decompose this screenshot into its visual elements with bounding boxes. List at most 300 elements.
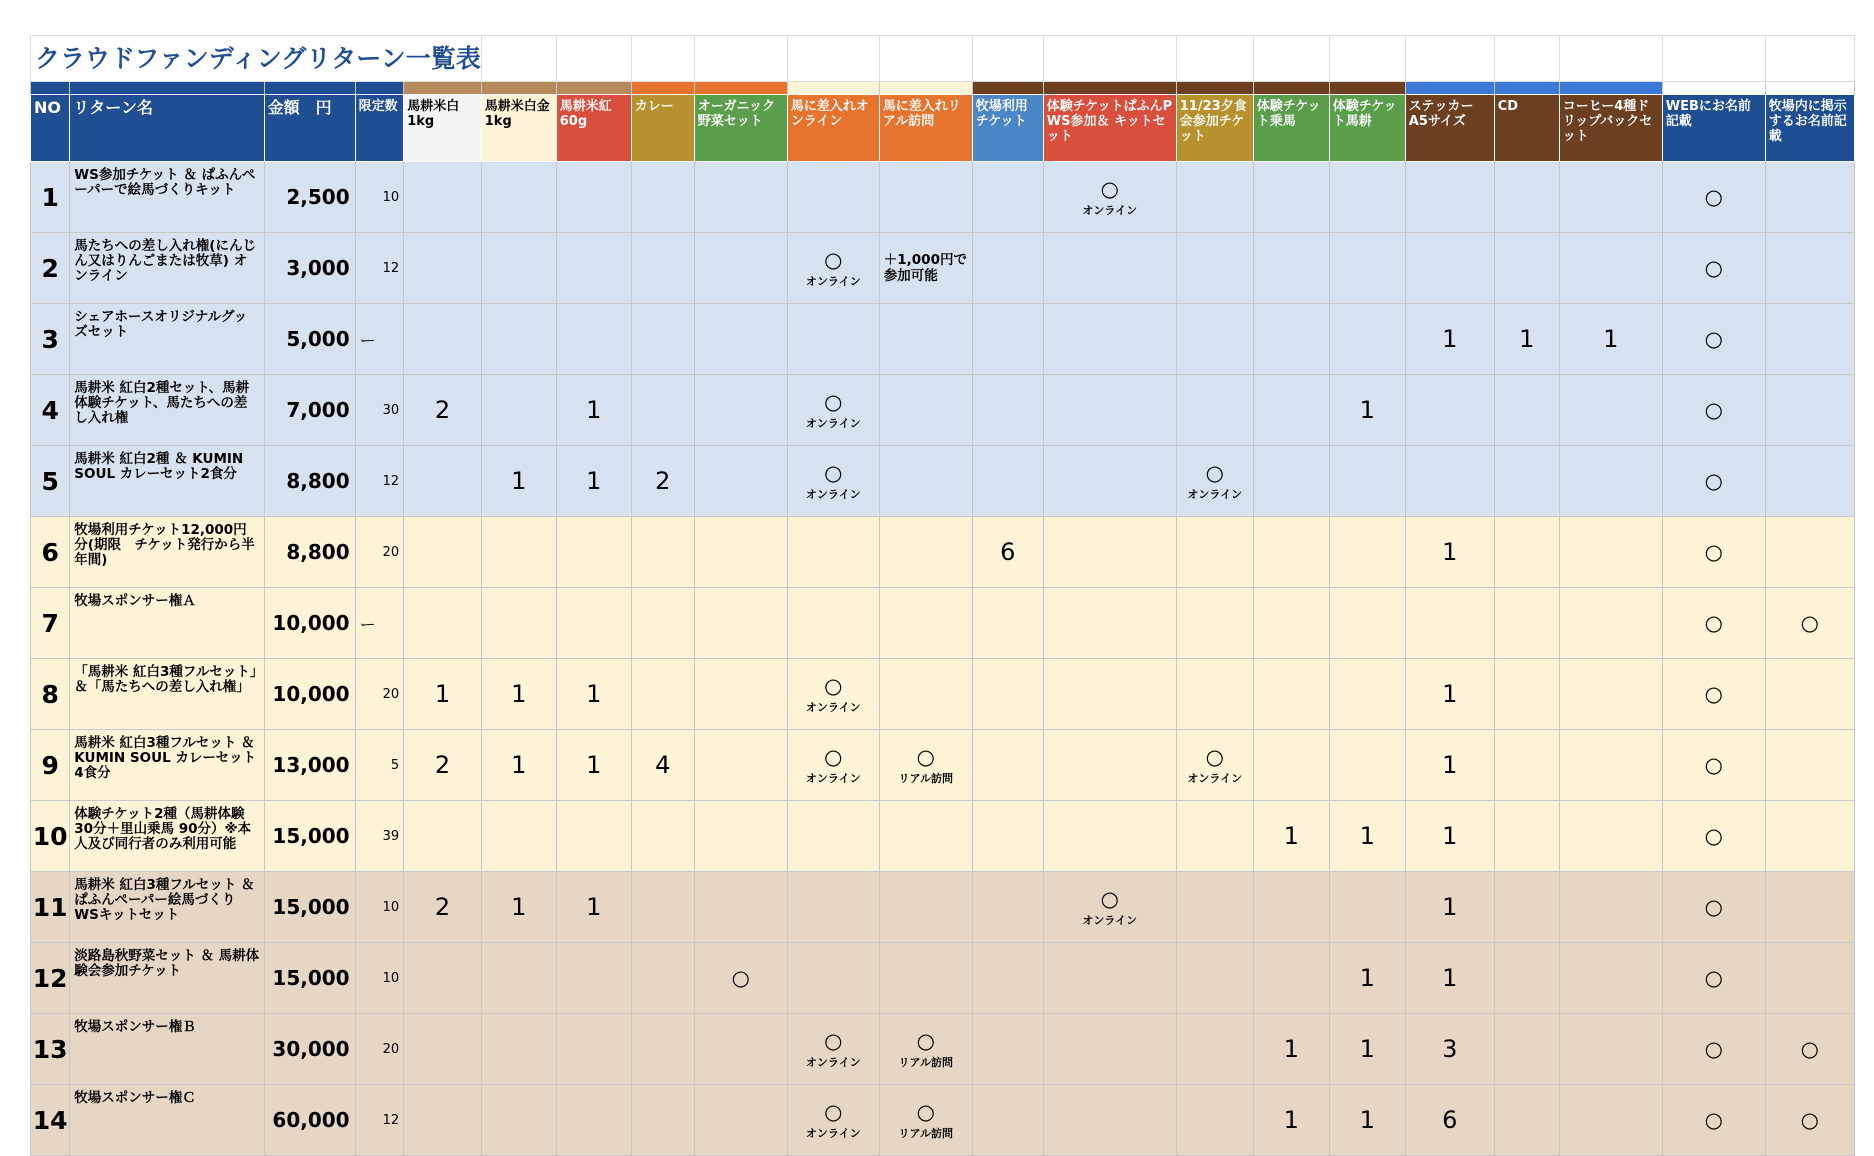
return-name[interactable]: 馬耕米 紅白2種 ＆ KUMIN SOUL カレーセット2食分 <box>70 446 264 517</box>
return-name[interactable]: WS参加チケット ＆ ぱふんペーパーで絵馬づくりキット <box>70 162 264 233</box>
item-cell[interactable] <box>879 872 972 943</box>
item-cell[interactable] <box>1662 1014 1765 1085</box>
item-cell[interactable] <box>481 943 556 1014</box>
item-cell[interactable] <box>1176 730 1253 801</box>
item-cell[interactable] <box>972 1014 1043 1085</box>
column-header[interactable]: リターン名 <box>70 95 264 162</box>
item-cell[interactable] <box>404 588 482 659</box>
item-cell[interactable] <box>1559 162 1662 233</box>
row-number[interactable]: 5 <box>31 446 70 517</box>
item-cell[interactable] <box>1043 1014 1176 1085</box>
item-cell[interactable] <box>879 659 972 730</box>
item-cell[interactable] <box>1253 446 1329 517</box>
limit-count[interactable]: ー <box>355 588 404 659</box>
item-cell[interactable] <box>879 375 972 446</box>
item-cell[interactable] <box>1765 943 1854 1014</box>
item-cell[interactable]: 1 <box>556 872 631 943</box>
row-number[interactable]: 8 <box>31 659 70 730</box>
row-number[interactable]: 12 <box>31 943 70 1014</box>
item-cell[interactable]: 1 <box>1253 1085 1329 1156</box>
column-header[interactable]: 馬耕米紅60g <box>556 95 631 162</box>
item-cell[interactable] <box>972 233 1043 304</box>
item-cell[interactable] <box>1329 588 1405 659</box>
column-header[interactable]: NO <box>31 95 70 162</box>
amount[interactable]: 2,500 <box>264 162 355 233</box>
item-cell[interactable]: 1 <box>481 730 556 801</box>
item-cell[interactable] <box>1559 588 1662 659</box>
row-number[interactable]: 2 <box>31 233 70 304</box>
column-header[interactable]: 馬に差入れリアル訪問 <box>879 95 972 162</box>
item-cell[interactable]: 1 <box>1405 943 1494 1014</box>
item-cell[interactable] <box>1253 872 1329 943</box>
item-cell[interactable] <box>972 801 1043 872</box>
limit-count[interactable]: 10 <box>355 162 404 233</box>
item-cell[interactable] <box>1494 162 1559 233</box>
item-cell[interactable] <box>556 162 631 233</box>
item-cell[interactable] <box>1176 517 1253 588</box>
item-cell[interactable]: 4 <box>631 730 694 801</box>
item-cell[interactable] <box>1043 233 1176 304</box>
item-cell[interactable] <box>1559 872 1662 943</box>
item-cell[interactable] <box>1559 446 1662 517</box>
limit-count[interactable]: 39 <box>355 801 404 872</box>
limit-count[interactable]: 5 <box>355 730 404 801</box>
limit-count[interactable]: 10 <box>355 872 404 943</box>
item-cell[interactable] <box>972 375 1043 446</box>
item-cell[interactable] <box>631 162 694 233</box>
limit-count[interactable]: 12 <box>355 233 404 304</box>
item-cell[interactable] <box>404 304 482 375</box>
item-cell[interactable] <box>404 233 482 304</box>
item-cell[interactable] <box>694 304 787 375</box>
return-name[interactable]: 馬耕米 紅白3種フルセット ＆ ぱふんペーパー絵馬づくりWSキットセット <box>70 872 264 943</box>
item-cell[interactable] <box>1405 233 1494 304</box>
empty-cell[interactable] <box>556 36 631 82</box>
item-cell[interactable]: 2 <box>404 730 482 801</box>
empty-cell[interactable] <box>694 36 787 82</box>
item-cell[interactable] <box>1494 588 1559 659</box>
item-cell[interactable] <box>1559 659 1662 730</box>
item-cell[interactable] <box>1176 872 1253 943</box>
item-cell[interactable]: 1 <box>556 730 631 801</box>
item-cell[interactable] <box>404 1085 482 1156</box>
item-cell[interactable] <box>556 943 631 1014</box>
title-cell[interactable] <box>31 36 482 82</box>
item-cell[interactable] <box>481 517 556 588</box>
item-cell[interactable]: 1 <box>1329 1014 1405 1085</box>
return-name[interactable]: 馬耕米 紅白3種フルセット ＆ KUMIN SOUL カレーセット4食分 <box>70 730 264 801</box>
amount[interactable]: 8,800 <box>264 446 355 517</box>
item-cell[interactable] <box>1043 872 1176 943</box>
item-cell[interactable] <box>972 659 1043 730</box>
column-header[interactable]: 体験チケット馬耕 <box>1329 95 1405 162</box>
item-cell[interactable] <box>1329 162 1405 233</box>
item-cell[interactable] <box>631 659 694 730</box>
item-cell[interactable]: 1 <box>481 446 556 517</box>
item-cell[interactable]: 1 <box>1253 1014 1329 1085</box>
item-cell[interactable] <box>879 1085 972 1156</box>
row-number[interactable]: 13 <box>31 1014 70 1085</box>
row-number[interactable]: 1 <box>31 162 70 233</box>
item-cell[interactable] <box>694 659 787 730</box>
item-cell[interactable] <box>1253 304 1329 375</box>
item-cell[interactable] <box>1043 659 1176 730</box>
item-cell[interactable]: 2 <box>404 375 482 446</box>
item-cell[interactable] <box>972 730 1043 801</box>
column-header[interactable]: WEBにお名前記載 <box>1662 95 1765 162</box>
item-cell[interactable] <box>787 801 879 872</box>
empty-cell[interactable] <box>972 36 1043 82</box>
empty-cell[interactable] <box>879 36 972 82</box>
limit-count[interactable]: 20 <box>355 1014 404 1085</box>
item-cell[interactable] <box>1765 162 1854 233</box>
column-header[interactable]: 牧場利用チケット <box>972 95 1043 162</box>
column-header[interactable]: CD <box>1494 95 1559 162</box>
item-cell[interactable] <box>481 588 556 659</box>
item-cell[interactable] <box>1494 872 1559 943</box>
item-cell[interactable] <box>1043 1085 1176 1156</box>
item-cell[interactable] <box>1176 375 1253 446</box>
item-cell[interactable]: 1 <box>556 659 631 730</box>
item-cell[interactable] <box>481 304 556 375</box>
item-cell[interactable] <box>1494 1014 1559 1085</box>
item-cell[interactable] <box>1253 588 1329 659</box>
item-cell[interactable] <box>879 517 972 588</box>
item-cell[interactable] <box>1662 943 1765 1014</box>
item-cell[interactable] <box>1559 517 1662 588</box>
amount[interactable]: 10,000 <box>264 588 355 659</box>
item-cell[interactable]: 1 <box>556 375 631 446</box>
item-cell[interactable] <box>1662 446 1765 517</box>
item-cell[interactable] <box>1329 233 1405 304</box>
empty-cell[interactable] <box>1494 36 1559 82</box>
item-cell[interactable] <box>1253 943 1329 1014</box>
column-header[interactable]: 限定数 <box>355 95 404 162</box>
item-cell[interactable] <box>787 872 879 943</box>
amount[interactable]: 3,000 <box>264 233 355 304</box>
item-cell[interactable] <box>1559 1085 1662 1156</box>
return-name[interactable]: シェアホースオリジナルグッズセット <box>70 304 264 375</box>
item-cell[interactable] <box>694 1085 787 1156</box>
item-cell[interactable] <box>1559 375 1662 446</box>
item-cell[interactable]: 6 <box>972 517 1043 588</box>
item-cell[interactable] <box>1043 730 1176 801</box>
item-cell[interactable] <box>787 659 879 730</box>
empty-cell[interactable] <box>1765 36 1854 82</box>
item-cell[interactable] <box>1176 1085 1253 1156</box>
row-number[interactable]: 6 <box>31 517 70 588</box>
item-cell[interactable]: 1 <box>1405 730 1494 801</box>
item-cell[interactable]: 1 <box>1405 659 1494 730</box>
empty-cell[interactable] <box>787 36 879 82</box>
column-header[interactable]: 11/23夕食会参加チケット <box>1176 95 1253 162</box>
row-number[interactable]: 9 <box>31 730 70 801</box>
item-cell[interactable] <box>1765 872 1854 943</box>
column-header[interactable]: 体験チケット乗馬 <box>1253 95 1329 162</box>
item-cell[interactable] <box>1329 304 1405 375</box>
limit-count[interactable]: ー <box>355 304 404 375</box>
column-header[interactable]: オーガニック野菜セット <box>694 95 787 162</box>
item-cell[interactable] <box>1559 233 1662 304</box>
item-cell[interactable] <box>787 1014 879 1085</box>
item-cell[interactable] <box>1176 162 1253 233</box>
return-name[interactable]: 馬耕米 紅白2種セット、馬耕体験チケット、馬たちへの差し入れ権 <box>70 375 264 446</box>
item-cell[interactable] <box>556 233 631 304</box>
item-cell[interactable] <box>1176 446 1253 517</box>
item-cell[interactable] <box>1329 730 1405 801</box>
item-cell[interactable] <box>694 801 787 872</box>
item-cell[interactable] <box>631 1085 694 1156</box>
column-header[interactable]: カレー <box>631 95 694 162</box>
item-cell[interactable] <box>1043 517 1176 588</box>
item-cell[interactable] <box>787 233 879 304</box>
item-cell[interactable] <box>879 943 972 1014</box>
item-cell[interactable] <box>1494 730 1559 801</box>
column-header[interactable]: ステッカーA5サイズ <box>1405 95 1494 162</box>
item-cell[interactable] <box>879 233 972 304</box>
item-cell[interactable] <box>1329 659 1405 730</box>
item-cell[interactable] <box>631 872 694 943</box>
item-cell[interactable] <box>1494 1085 1559 1156</box>
item-cell[interactable] <box>481 801 556 872</box>
item-cell[interactable] <box>631 801 694 872</box>
return-name[interactable]: 「馬耕米 紅白3種フルセット」＆「馬たちへの差し入れ権」 <box>70 659 264 730</box>
item-cell[interactable] <box>1662 801 1765 872</box>
item-cell[interactable] <box>631 517 694 588</box>
return-name[interactable]: 牧場利用チケット12,000円分(期限 チケット発行から半年間) <box>70 517 264 588</box>
item-cell[interactable]: 1 <box>1329 801 1405 872</box>
item-cell[interactable] <box>1043 446 1176 517</box>
item-cell[interactable] <box>1043 801 1176 872</box>
item-cell[interactable] <box>1176 304 1253 375</box>
item-cell[interactable] <box>1765 730 1854 801</box>
item-cell[interactable] <box>787 730 879 801</box>
item-cell[interactable] <box>1043 304 1176 375</box>
column-header[interactable]: 馬耕米白1kg <box>404 95 482 162</box>
item-cell[interactable] <box>1662 588 1765 659</box>
item-cell[interactable] <box>631 304 694 375</box>
row-number[interactable]: 7 <box>31 588 70 659</box>
return-name[interactable]: 淡路島秋野菜セット ＆ 馬耕体験会参加チケット <box>70 943 264 1014</box>
amount[interactable]: 15,000 <box>264 943 355 1014</box>
item-cell[interactable] <box>1559 943 1662 1014</box>
item-cell[interactable] <box>1253 517 1329 588</box>
item-cell[interactable] <box>631 233 694 304</box>
item-cell[interactable]: 1 <box>1559 304 1662 375</box>
item-cell[interactable] <box>879 1014 972 1085</box>
item-cell[interactable] <box>404 1014 482 1085</box>
item-cell[interactable] <box>694 517 787 588</box>
item-cell[interactable] <box>1765 588 1854 659</box>
item-cell[interactable] <box>631 1014 694 1085</box>
item-cell[interactable] <box>1662 659 1765 730</box>
item-cell[interactable]: 1 <box>404 659 482 730</box>
return-name[interactable]: 牧場スポンサー権Ｂ <box>70 1014 264 1085</box>
item-cell[interactable] <box>1765 304 1854 375</box>
item-cell[interactable] <box>1662 233 1765 304</box>
item-cell[interactable] <box>972 872 1043 943</box>
item-cell[interactable]: 3 <box>1405 1014 1494 1085</box>
item-cell[interactable] <box>1559 801 1662 872</box>
item-cell[interactable]: 1 <box>1329 943 1405 1014</box>
limit-count[interactable]: 30 <box>355 375 404 446</box>
column-header[interactable]: 馬耕米白金1kg <box>481 95 556 162</box>
item-cell[interactable] <box>1765 1085 1854 1156</box>
item-cell[interactable] <box>1662 304 1765 375</box>
item-cell[interactable]: 1 <box>1405 517 1494 588</box>
item-cell[interactable] <box>481 375 556 446</box>
item-cell[interactable] <box>1765 801 1854 872</box>
item-cell[interactable] <box>972 588 1043 659</box>
row-number[interactable]: 14 <box>31 1085 70 1156</box>
item-cell[interactable] <box>1176 233 1253 304</box>
limit-count[interactable]: 12 <box>355 1085 404 1156</box>
item-cell[interactable] <box>787 517 879 588</box>
item-cell[interactable] <box>787 588 879 659</box>
item-cell[interactable] <box>1329 872 1405 943</box>
item-cell[interactable] <box>879 588 972 659</box>
item-cell[interactable] <box>1662 375 1765 446</box>
item-cell[interactable] <box>631 943 694 1014</box>
empty-cell[interactable] <box>481 36 556 82</box>
amount[interactable]: 60,000 <box>264 1085 355 1156</box>
item-cell[interactable] <box>1405 588 1494 659</box>
item-cell[interactable] <box>787 943 879 1014</box>
item-cell[interactable] <box>1253 375 1329 446</box>
item-cell[interactable] <box>1494 943 1559 1014</box>
column-header[interactable]: コーヒー4種ドリップバックセット <box>1559 95 1662 162</box>
empty-cell[interactable] <box>1176 36 1253 82</box>
item-cell[interactable] <box>694 730 787 801</box>
column-header[interactable]: 体験チケットぱふんP WS参加＆ キットセット <box>1043 95 1176 162</box>
limit-count[interactable]: 12 <box>355 446 404 517</box>
item-cell[interactable] <box>1494 517 1559 588</box>
item-cell[interactable] <box>404 801 482 872</box>
item-cell[interactable] <box>1043 588 1176 659</box>
item-cell[interactable] <box>404 517 482 588</box>
item-cell[interactable] <box>694 233 787 304</box>
item-cell[interactable] <box>1253 659 1329 730</box>
empty-cell[interactable] <box>1043 36 1176 82</box>
item-cell[interactable] <box>1176 588 1253 659</box>
item-cell[interactable] <box>1662 1085 1765 1156</box>
item-cell[interactable]: 1 <box>481 659 556 730</box>
item-cell[interactable] <box>1559 1014 1662 1085</box>
column-header[interactable]: 金額 円 <box>264 95 355 162</box>
item-cell[interactable] <box>879 446 972 517</box>
item-cell[interactable] <box>556 588 631 659</box>
return-name[interactable]: 体験チケット2種（馬耕体験30分＋里山乗馬 90分）※本人及び同行者のみ利用可能 <box>70 801 264 872</box>
return-name[interactable]: 牧場スポンサー権Ｃ <box>70 1085 264 1156</box>
empty-cell[interactable] <box>1329 36 1405 82</box>
item-cell[interactable] <box>1765 446 1854 517</box>
column-header[interactable]: 馬に差入れオンライン <box>787 95 879 162</box>
item-cell[interactable]: 1 <box>1329 375 1405 446</box>
item-cell[interactable] <box>1494 659 1559 730</box>
item-cell[interactable] <box>972 162 1043 233</box>
item-cell[interactable] <box>1765 659 1854 730</box>
row-number[interactable]: 4 <box>31 375 70 446</box>
column-header[interactable]: 牧場内に掲示するお名前記載 <box>1765 95 1854 162</box>
item-cell[interactable] <box>1329 446 1405 517</box>
amount[interactable]: 10,000 <box>264 659 355 730</box>
item-cell[interactable]: 1 <box>1329 1085 1405 1156</box>
item-cell[interactable] <box>481 1085 556 1156</box>
item-cell[interactable] <box>556 304 631 375</box>
empty-cell[interactable] <box>1405 36 1494 82</box>
item-cell[interactable] <box>879 801 972 872</box>
item-cell[interactable] <box>1559 730 1662 801</box>
item-cell[interactable]: 6 <box>1405 1085 1494 1156</box>
item-cell[interactable] <box>972 943 1043 1014</box>
item-cell[interactable] <box>1043 375 1176 446</box>
item-cell[interactable] <box>1662 872 1765 943</box>
item-cell[interactable] <box>631 588 694 659</box>
row-number[interactable]: 10 <box>31 801 70 872</box>
item-cell[interactable] <box>1494 446 1559 517</box>
item-cell[interactable] <box>879 304 972 375</box>
item-cell[interactable] <box>1043 943 1176 1014</box>
item-cell[interactable] <box>879 730 972 801</box>
amount[interactable]: 8,800 <box>264 517 355 588</box>
item-cell[interactable] <box>694 446 787 517</box>
item-cell[interactable] <box>694 872 787 943</box>
item-cell[interactable] <box>879 162 972 233</box>
item-cell[interactable] <box>787 1085 879 1156</box>
item-cell[interactable] <box>1405 162 1494 233</box>
item-cell[interactable] <box>694 588 787 659</box>
amount[interactable]: 7,000 <box>264 375 355 446</box>
return-name[interactable]: 馬たちへの差し入れ権(にんじん又はりんごまたは牧草) オンライン <box>70 233 264 304</box>
item-cell[interactable] <box>694 162 787 233</box>
amount[interactable]: 30,000 <box>264 1014 355 1085</box>
amount[interactable]: 15,000 <box>264 801 355 872</box>
item-cell[interactable]: 1 <box>1405 304 1494 375</box>
item-cell[interactable] <box>694 943 787 1014</box>
item-cell[interactable] <box>1176 1014 1253 1085</box>
item-cell[interactable] <box>1176 943 1253 1014</box>
item-cell[interactable] <box>1765 375 1854 446</box>
item-cell[interactable] <box>694 1014 787 1085</box>
item-cell[interactable] <box>1494 233 1559 304</box>
item-cell[interactable]: 2 <box>404 872 482 943</box>
empty-cell[interactable] <box>1253 36 1329 82</box>
item-cell[interactable]: 1 <box>556 446 631 517</box>
item-cell[interactable] <box>1176 801 1253 872</box>
empty-cell[interactable] <box>1559 36 1662 82</box>
item-cell[interactable] <box>404 943 482 1014</box>
item-cell[interactable] <box>481 233 556 304</box>
item-cell[interactable] <box>1176 659 1253 730</box>
row-number[interactable]: 11 <box>31 872 70 943</box>
item-cell[interactable] <box>481 162 556 233</box>
item-cell[interactable] <box>1329 517 1405 588</box>
item-cell[interactable] <box>972 1085 1043 1156</box>
item-cell[interactable] <box>1765 233 1854 304</box>
amount[interactable]: 5,000 <box>264 304 355 375</box>
item-cell[interactable] <box>1494 375 1559 446</box>
item-cell[interactable] <box>631 375 694 446</box>
item-cell[interactable] <box>1253 730 1329 801</box>
return-name[interactable]: 牧場スポンサー権Ａ <box>70 588 264 659</box>
limit-count[interactable]: 20 <box>355 659 404 730</box>
item-cell[interactable] <box>556 1085 631 1156</box>
item-cell[interactable] <box>694 375 787 446</box>
item-cell[interactable] <box>404 162 482 233</box>
empty-cell[interactable] <box>1662 36 1765 82</box>
item-cell[interactable] <box>404 446 482 517</box>
item-cell[interactable] <box>972 304 1043 375</box>
